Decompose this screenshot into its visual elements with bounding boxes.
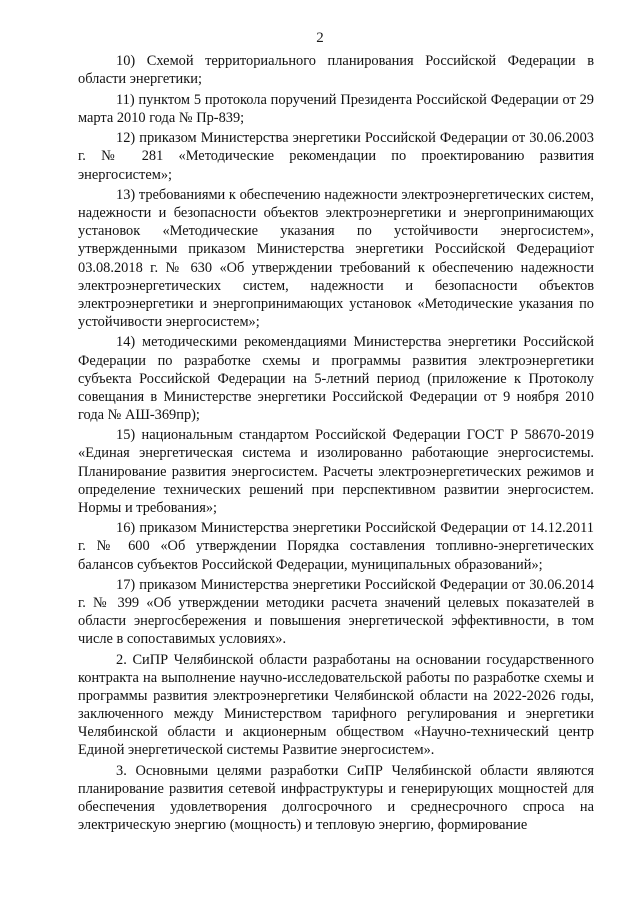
document-body [78,52,594,837]
paragraph-item-12: 12) приказом Министерства энергетики Российской Федерации от 30.06.2003 г. № 281 «Методические рекомендации по проектированию развития энергосистем»; [78,130,594,183]
page-number: 2 [316,30,324,46]
paragraph-section-3: 3. Основными целями разработки СиПР Челябинской области являются планирование развития сетевой инфраструктуры и генерирующих мощностей для обеспечения удовлетворения долгосрочного и среднесрочного спроса на электрическую энергию (мощность) и тепловую энергию, формирование [78,763,594,834]
paragraph-item-15: 15) национальным стандартом Российской Федерации ГОСТ Р 58670-2019 «Единая энергетическая система и изолированно работающие энергосистемы. Планирование развития энергосистем. Расчеты электроэнергетических режимов и определение технических решений при перспективном развитии энергосистем. Нормы и требования»; [78,427,594,516]
paragraph-item-11: 11) пунктом 5 протокола поручений Президента Российской Федерации от 29 марта 2010 года № Пр-839; [78,91,594,126]
paragraph-item-17: 17) приказом Министерства энергетики Российской Федерации от 30.06.2014 г. № 399 «Об утверждении методики расчета значений целевых показателей в области энергосбережения и повышения энергетической эффективности, в том числе в сопоставимых условиях». [78,577,594,648]
paragraph-section-2: 2. СиПР Челябинской области разработаны на основании государственного контракта на выполнение научно-исследовательской работы по разработке схемы и программы развития электроэнергетики Челябинской области на 2022-2026 годы, заключенного между Министерством тарифного регулирования и энергетики Челябинской области и акционерным обществом «Научно-технический центр Единой энергетической системы Развитие энергосистем». [78,652,594,759]
paragraph-item-10: 10) Схемой территориального планирования Российской Федерации в области энергетики; [78,53,594,88]
paragraph-item-16: 16) приказом Министерства энергетики Российской Федерации от 14.12.2011 г. № 600 «Об утверждении Порядка составления топливно-энергетических балансов субъектов Российской Федерации, муниципальных образований»; [78,520,594,573]
paragraph-item-13: 13) требованиями к обеспечению надежности электроэнергетических систем, надежности и безопасности объектов электроэнергетики и энергопринимающих установок «Методические указания по устойчивости энергосистем», утвержденными приказом Министерства энергетики Российской Федерациiот 03.08.2018 г. № 630 «Об утверждении требований к обеспечению надежности электроэнергетических систем, надежности и безопасности объектов электроэнергетики и энергопринимающих установок «Методические указания по устойчивости энергосистем»; [78,187,594,330]
paragraph-item-14: 14) методическими рекомендациями Министерства энергетики Российской Федерации по разработке схемы и программы развития электроэнергетики субъекта Российской Федерации на 5-летний период (приложение к Протоколу совещания в Министерстве энергетики Российской Федерации от 9 ноября 2010 года № АШ-369пр); [78,334,594,423]
